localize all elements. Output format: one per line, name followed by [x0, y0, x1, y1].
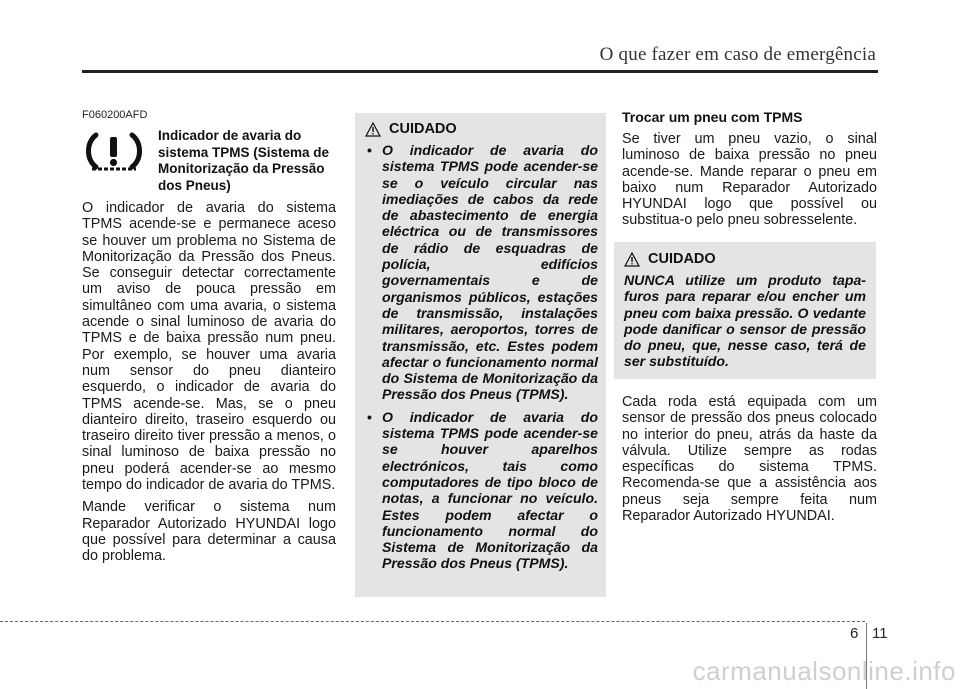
page-number: 11: [872, 625, 888, 642]
header-rule: [82, 70, 878, 73]
caution-list: [365, 142, 598, 572]
footer-rule: [0, 621, 865, 622]
watermark: carmanualsonline.info: [692, 656, 956, 686]
tpms-warning-icon: [84, 131, 144, 175]
tpms-tire-change-heading: Trocar um pneu com TPMS: [622, 109, 803, 125]
caution-text: NUNCA utilize um produto tapa-furos para reparar e/ou encher um pneu com baixa pressão. O vedante pode danificar o sensor de pressão do pneu, que, nesse caso, terá de ser substituído.: [624, 272, 866, 370]
paragraph: Se tiver um pneu vazio, o sinal luminoso de baixa pressão no pneu acende-se. Mande reparar o pneu em baixo num Reparador Autorizado HYUNDAI logo que possível ou substitua-o pelo pneu sobresselente.: [622, 131, 877, 229]
paragraph: O indicador de avaria do sistema TPMS acende-se e permanece aceso se houver um problema no Sistema de Monitorização da Pressão dos Pneus. Se conseguir detectar correctamente um aviso de pouca pressão em simultâneo com uma avaria, o sistema acende o sinal luminoso de avaria do TPMS e de baixa pressão num pneu. Por exemplo, se houver uma avaria num sensor do pneu dianteiro esquerdo, o indicador de avaria do TPMS acende-se. Mas, se o pneu dianteiro direito, traseiro esquerdo ou traseiro direito tiver pressão a menos, o sinal luminoso de baixa pressão no pneu poderá acender-se ao mesmo tempo do indicador de avaria do TPMS.: [82, 200, 336, 494]
list-item: [365, 142, 598, 403]
warning-triangle-icon: [624, 252, 640, 267]
caution-label: CUIDADO: [389, 121, 457, 137]
paragraph: Mande verificar o sistema num Reparador Autorizado HYUNDAI logo que possível para determinar a causa do problema.: [82, 499, 336, 565]
caution-header: [365, 121, 598, 137]
caution-header: [624, 251, 866, 267]
section-code: F060200AFD: [82, 109, 148, 121]
caution-box: [614, 242, 876, 379]
paragraph: Cada roda está equipada com um sensor de pressão dos pneus colocado no interior do pneu, atrás da haste da válvula. Utilize sempre as rodas específicas do sistema TPMS. Recomenda-se que a assistência aos pneus seja sempre feita num Reparador Autorizado HYUNDAI.: [622, 394, 877, 525]
caution-box: [355, 113, 606, 597]
bullet: •: [367, 408, 372, 425]
caution-label: CUIDADO: [648, 251, 716, 267]
page-header-title: O que fazer em caso de emergência: [599, 44, 876, 65]
chapter-number: 6: [850, 625, 859, 642]
column-1-text: [82, 200, 336, 571]
indicator-heading: Indicador de avaria do sistema TPMS (Sistema de Monitorização da Pressão dos Pneus): [158, 128, 330, 193]
caution-item-text: O indicador de avaria do sistema TPMS pode acender-se se o veículo circular nas imediações de cabos da rede de abastecimento de energia eléctrica ou de transmissores de rádio de esquadras de polícia, edifícios governamentais e de organismos públicos, estações de transmissão, instalações militares, aeroportos, torres de transmissão, etc. Estes podem afectar o funcionamento normal do Sistema de Monitorização da Pressão dos Pneus (TPMS).: [382, 142, 598, 403]
warning-triangle-icon: [365, 122, 381, 137]
caution-item-text: O indicador de avaria do sistema TPMS pode acender-se se houver aparelhos electrónicos, tais como computadores de tipo bloco de notas, a funcionar no veículo. Estes podem afectar o funcionamento normal do Sistema de Monitorização da Pressão dos Pneus (TPMS).: [382, 408, 598, 572]
list-item: [365, 409, 598, 572]
bullet: •: [367, 142, 372, 158]
